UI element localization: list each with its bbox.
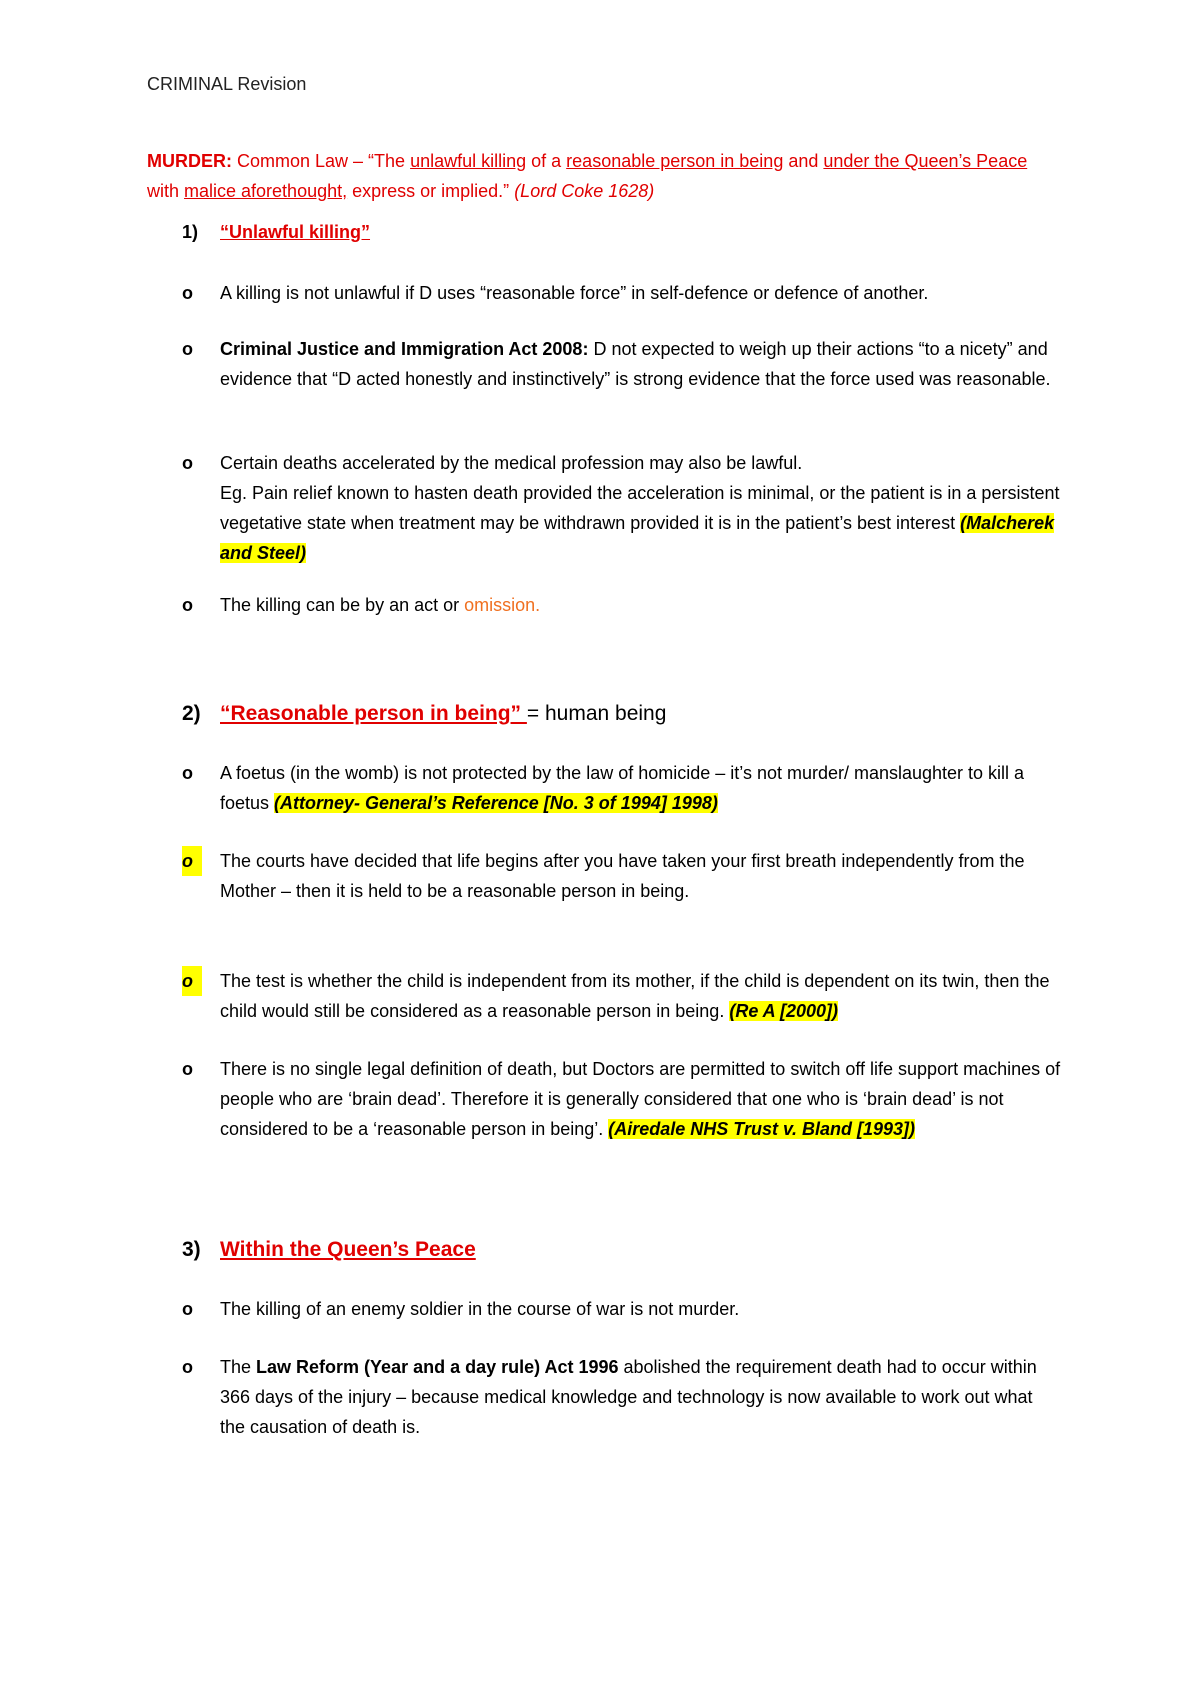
case-citation: (Attorney- General’s Reference [No. 3 of 1994] 1998) <box>274 793 718 813</box>
bullet-text: The killing of an enemy soldier in the course of war is not murder. <box>220 1299 740 1319</box>
section-2-heading <box>182 702 666 726</box>
bullet-marker: o <box>182 339 193 359</box>
bullet-marker: o <box>182 763 193 783</box>
text: A foetus (in the womb) is not protected by the law of homicide – it’s not murder/ manslaughter to kill a foetus <box>220 763 1025 813</box>
section-number: 2) <box>182 702 201 725</box>
bullet-marker: o <box>182 283 193 303</box>
list-item <box>182 590 1062 620</box>
list-item <box>182 1294 1062 1324</box>
list-item <box>182 966 1062 1026</box>
bullet-text: A killing is not unlawful if D uses “reasonable force” in self-defence or defence of another. <box>220 283 929 303</box>
bullet-marker: o <box>182 846 202 876</box>
bullet-marker: o <box>182 1299 193 1319</box>
murder-definition <box>147 146 1047 206</box>
text: with <box>147 181 185 201</box>
text: of a <box>526 151 567 171</box>
page-header: CRIMINAL Revision <box>147 74 307 94</box>
bullet-marker: o <box>182 966 202 996</box>
bullet-marker: o <box>182 453 193 473</box>
bullet-text <box>220 1054 1062 1144</box>
murder-label: MURDER: <box>147 151 232 171</box>
citation: (Lord Coke 1628) <box>514 181 655 201</box>
text: The <box>220 1357 257 1377</box>
list-item <box>182 1054 1062 1144</box>
section-subtitle: = human being <box>526 702 667 725</box>
text: Certain deaths accelerated by the medical profession may also be lawful. <box>220 453 803 473</box>
list-item <box>182 278 1062 308</box>
list-item <box>182 1352 1062 1442</box>
text: express or implied.” <box>347 181 515 201</box>
highlighted-term: omission. <box>464 595 541 615</box>
case-citation: (Re A [2000]) <box>729 1001 839 1021</box>
list-item <box>182 448 1062 568</box>
bullet-text <box>220 590 1062 620</box>
list-item <box>182 758 1062 818</box>
text: The test is whether the child is independent from its mother, if the child is dependent on its twin, then the child would still be considered as a reasonable person in being. <box>220 971 1050 1021</box>
bullet-text <box>220 758 1062 818</box>
text: Eg. Pain relief known to hasten death provided the acceleration is minimal, or the patient is in a persistent vegetative state when treatment may be withdrawn provided it is in the patient’s best interest <box>220 483 1060 533</box>
bullet-text <box>220 966 1062 1026</box>
underlined-term: malice aforethought, <box>184 181 348 201</box>
underlined-term: reasonable person in being <box>566 151 784 171</box>
bullet-text <box>220 1352 1062 1442</box>
case-citation: (Malcherek and Steel) <box>220 513 1055 563</box>
section-title: “Unlawful killing” <box>220 222 371 242</box>
list-item <box>182 846 1062 906</box>
text: D not expected to weigh up their actions “to a nicety” and evidence that “D acted honestly and instinctively” is strong evidence that the force used was reasonable. <box>220 339 1051 389</box>
bullet-marker: o <box>182 1357 193 1377</box>
section-title: “Reasonable person in being” <box>220 702 527 725</box>
underlined-term: unlawful killing <box>410 151 527 171</box>
bullet-marker: o <box>182 595 193 615</box>
list-item <box>182 334 1062 394</box>
underlined-term: under the Queen’s Peace <box>823 151 1028 171</box>
act-name: Criminal Justice and Immigration Act 2008: <box>220 339 589 359</box>
bullet-text <box>220 448 1062 568</box>
text: abolished the requirement death had to occur within 366 days of the injury – because medical knowledge and technology is now available to work out what the causation of death is. <box>220 1357 1037 1437</box>
section-number: 1) <box>182 222 199 242</box>
bullet-marker: o <box>182 1059 193 1079</box>
section-1-heading <box>182 222 370 243</box>
bullet-text <box>220 334 1062 394</box>
act-name: Law Reform (Year and a day rule) Act 1996 <box>256 1357 619 1377</box>
text: The killing can be by an act or <box>220 595 465 615</box>
case-citation: (Airedale NHS Trust v. Bland [1993]) <box>608 1119 916 1139</box>
section-3-heading <box>182 1238 476 1262</box>
section-title: Within the Queen’s Peace <box>220 1238 476 1261</box>
text: Common Law – “The <box>232 151 411 171</box>
section-number: 3) <box>182 1238 201 1261</box>
bullet-text: The courts have decided that life begins after you have taken your first breath independently from the Mother – then it is held to be a reasonable person in being. <box>220 851 1025 901</box>
text: and <box>783 151 824 171</box>
text: There is no single legal definition of death, but Doctors are permitted to switch off life support machines of people who are ‘brain dead’. Therefore it is generally considered that one who is ‘brain dead’ is not considered to be a ‘reasonable person in being’. <box>220 1059 1061 1139</box>
